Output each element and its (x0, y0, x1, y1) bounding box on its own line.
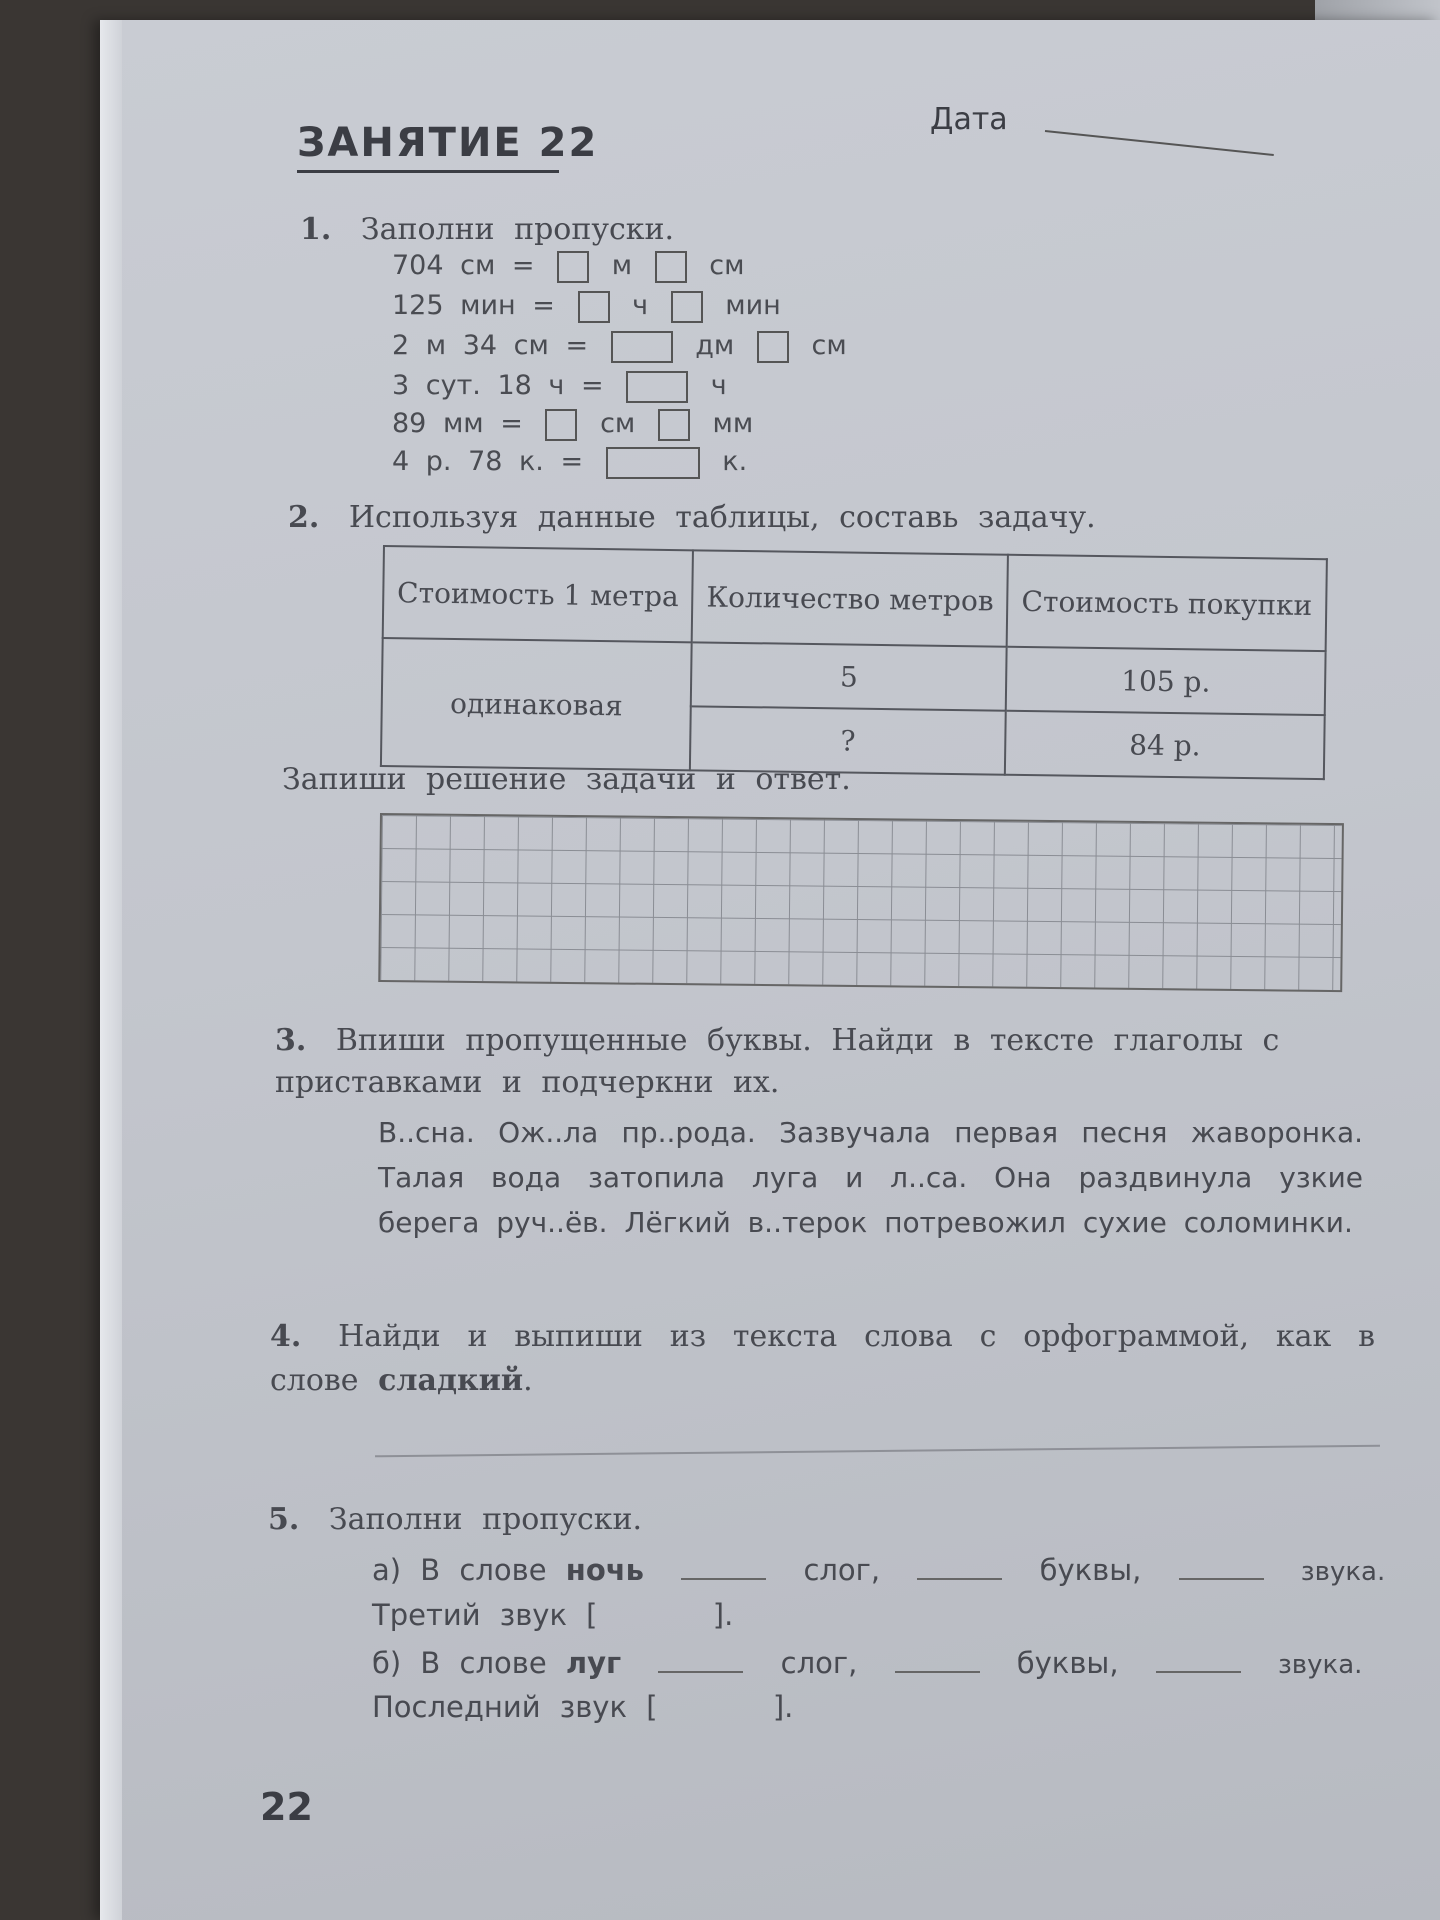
solution-prompt: Запиши решение задачи и ответ. (282, 762, 851, 797)
unit-label: к. (722, 446, 748, 477)
blank-field[interactable] (658, 1645, 743, 1673)
table-header: Количество метров (692, 550, 1008, 646)
answer-box[interactable] (658, 409, 690, 441)
task5b-line (372, 1645, 1362, 1680)
answer-box-double[interactable] (611, 331, 673, 363)
task3-number: 3. (275, 1023, 307, 1058)
blank-field[interactable] (681, 1552, 766, 1580)
blank-field[interactable] (895, 1645, 980, 1673)
task5-instruction: Заполни пропуски. (328, 1502, 643, 1537)
date-label: Дата (930, 102, 1008, 137)
row-left: 2 м 34 см = (392, 330, 589, 361)
label-slog: слог, (803, 1553, 881, 1587)
blank-field[interactable] (1156, 1645, 1241, 1673)
page-edge (100, 20, 122, 1920)
task1-instruction: Заполни пропуски. (360, 212, 675, 247)
unit-label: см (600, 408, 636, 439)
label-bukvy: буквы, (1016, 1646, 1119, 1680)
task3-heading (275, 1020, 1355, 1104)
answer-box[interactable] (578, 291, 610, 323)
task5-heading (268, 1502, 642, 1537)
label-zvuka: звука. (1277, 1650, 1363, 1680)
task4-number: 4. (270, 1319, 302, 1354)
title-underline (297, 170, 559, 173)
lesson-title: ЗАНЯТИЕ 22 (297, 120, 599, 166)
row-left: 704 см = (392, 250, 535, 281)
row-left: 125 мин = (392, 290, 555, 321)
unit-label: см (811, 330, 847, 361)
task5b-prefix: б) В слове (372, 1646, 547, 1680)
table-header: Стоимость покупки (1007, 555, 1327, 651)
unit-label: ч (710, 370, 727, 401)
table-cell: 5 (691, 642, 1007, 710)
row-left: 89 мм = (392, 408, 523, 439)
answer-box-triple[interactable] (606, 447, 700, 479)
task5-number: 5. (268, 1502, 300, 1537)
unit-label: мин (725, 290, 781, 321)
answer-box[interactable] (671, 291, 703, 323)
answer-box[interactable] (655, 251, 687, 283)
task2-heading (288, 500, 1096, 535)
page-number: 22 (260, 1785, 313, 1829)
task2-number: 2. (288, 500, 320, 535)
task5b-word: луг (565, 1646, 622, 1680)
task5a-sound: Третий звук [ ]. (372, 1598, 734, 1632)
answer-box[interactable] (545, 409, 577, 441)
unit-label: ч (632, 290, 649, 321)
answer-box[interactable] (557, 251, 589, 283)
blank-field[interactable] (1179, 1552, 1264, 1580)
unit-label: дм (695, 330, 735, 361)
task1-row (392, 290, 781, 323)
label-zvuka: звука. (1300, 1557, 1386, 1587)
task5a-prefix: а) В слове (372, 1553, 547, 1587)
task5b-sound: Последний звук [ ]. (372, 1690, 794, 1724)
row-left: 3 сут. 18 ч = (392, 370, 604, 401)
task4-period: . (523, 1363, 533, 1398)
unit-label: см (709, 250, 745, 281)
task3-text: В..сна. Ож..ла пр..рода. Зазвучала первая песня жаворонка. Талая вода затопила луга и л..са. Она раздвинула узкие берега руч..ёв. Лёгкий в..терок потревожил сухие соломинки. (378, 1116, 1363, 1239)
unit-label: мм (712, 408, 754, 439)
task1-row (392, 408, 753, 441)
table-cell: ? (690, 706, 1006, 774)
label-bukvy: буквы, (1039, 1553, 1142, 1587)
task1-row (392, 370, 727, 403)
task4-heading (270, 1315, 1375, 1403)
task1-heading (300, 212, 674, 247)
answer-box[interactable] (757, 331, 789, 363)
unit-label: м (611, 250, 633, 281)
task5a-line (372, 1552, 1385, 1587)
task5a-word: ночь (565, 1553, 645, 1587)
task3-instruction: Впиши пропущенные буквы. Найди в тексте глаголы с приставками и подчеркни их. (275, 1023, 1280, 1100)
task1-number: 1. (300, 212, 332, 247)
task2-instruction: Используя данные таблицы, составь задачу. (348, 500, 1096, 535)
label-slog: слог, (780, 1646, 858, 1680)
task1-row (392, 330, 847, 363)
table-header: Стоимость 1 метра (383, 546, 694, 642)
row-left: 4 р. 78 к. = (392, 446, 584, 477)
blank-field[interactable] (917, 1552, 1002, 1580)
task1-row (392, 446, 747, 479)
task4-bold-word: сладкий (378, 1363, 524, 1398)
task1-row (392, 250, 745, 283)
table-cell: 105 р. (1006, 647, 1326, 715)
answer-box-double[interactable] (626, 371, 688, 403)
table-cell: 84 р. (1005, 711, 1325, 779)
task2-table (380, 545, 1328, 780)
task4-instruction: Найди и выпиши из текста слова с орфограммой, как в слове (270, 1319, 1375, 1398)
table-cell-merged: одинаковая (381, 638, 692, 770)
solution-grid[interactable] (378, 813, 1344, 992)
